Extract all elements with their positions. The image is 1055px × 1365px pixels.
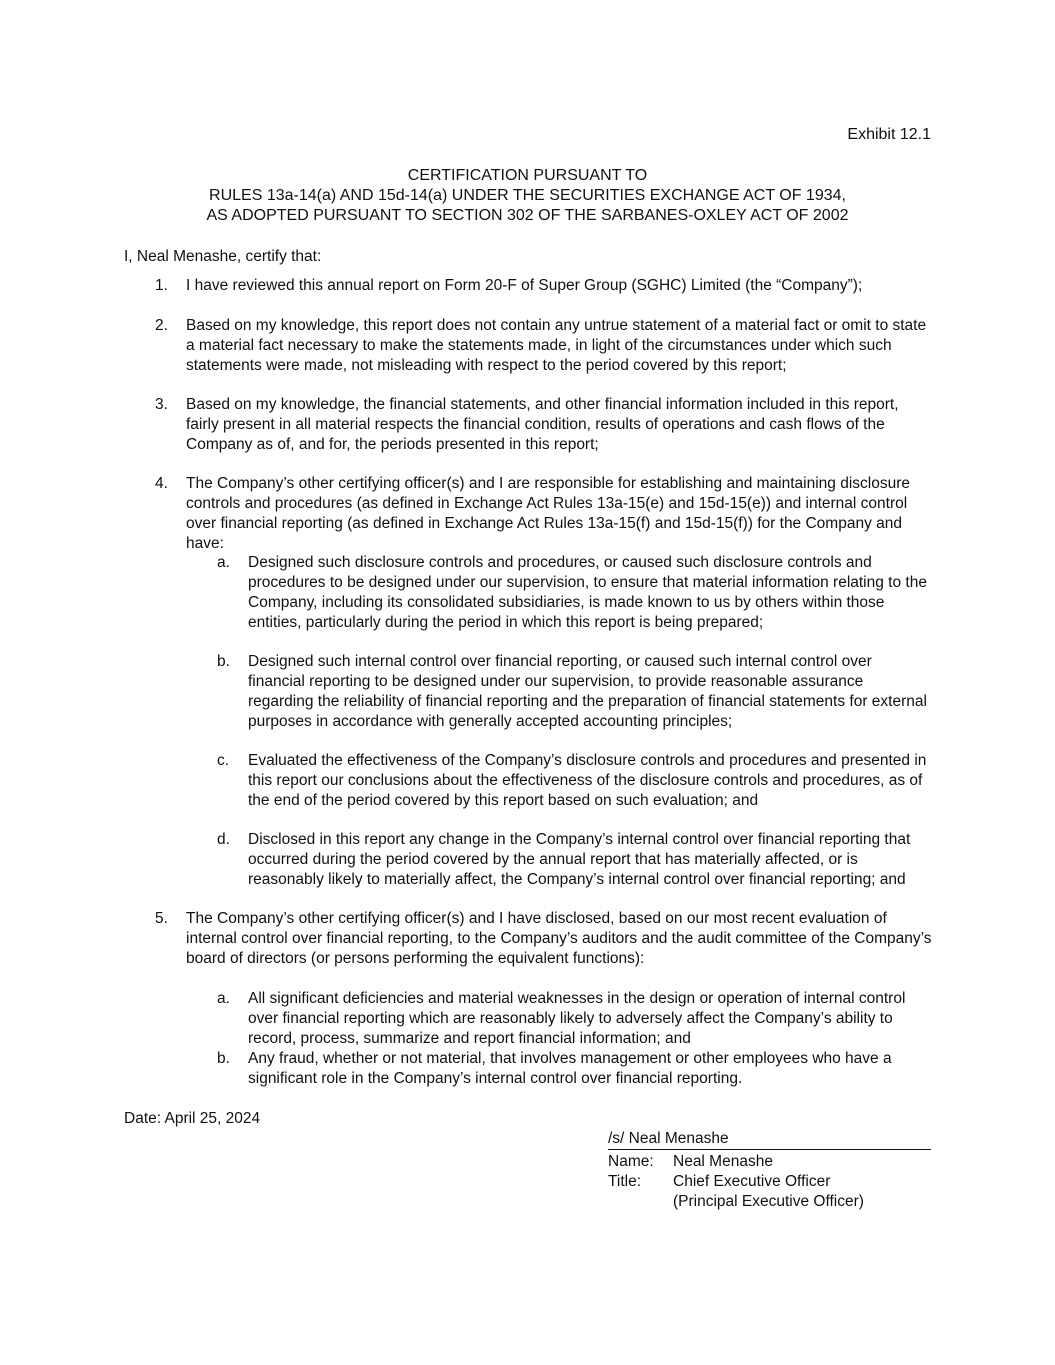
item-text: The Company’s other certifying officer(s) and I are responsible for establishing and maintaining disclosure controls and procedures (as defined in Exchange Act Rules 13a-15(e) and 15d-15(e)) and internal control over financial reporting (as defined in Exchange Act Rules 13a-15(f) and 15d-15(f)) for the Company and have: bbox=[186, 475, 910, 552]
item-text: All significant deficiencies and material weaknesses in the design or operation of internal control over financial reporting which are reasonably likely to adversely affect the Company’s ability to record, process, summarize and report financial information; and bbox=[248, 990, 906, 1047]
item-letter: a. bbox=[217, 990, 230, 1007]
sub-list-item bbox=[186, 751, 932, 811]
signature-title-row bbox=[608, 1172, 830, 1192]
sub-list-item bbox=[186, 830, 932, 890]
heading-line: AS ADOPTED PURSUANT TO SECTION 302 OF THE SARBANES-OXLEY ACT OF 2002 bbox=[206, 207, 849, 224]
item-number: 4. bbox=[155, 475, 168, 492]
signer-title: Chief Executive Officer bbox=[673, 1173, 831, 1190]
item-text: The Company’s other certifying officer(s) and I have disclosed, based on our most recent evaluation of internal control over financial reporting, to the Company’s auditors and the audit committee of the Company’s board of directors (or persons performing the equivalent functions): bbox=[186, 910, 932, 967]
item-letter: b. bbox=[217, 653, 230, 670]
list-item bbox=[124, 276, 932, 296]
exhibit-number: Exhibit 12.1 bbox=[847, 126, 931, 143]
list-item bbox=[124, 909, 932, 969]
item-letter: b. bbox=[217, 1050, 230, 1067]
certify-intro: I, Neal Menashe, certify that: bbox=[124, 248, 322, 265]
sub-list-item bbox=[186, 1049, 932, 1089]
item-text: Disclosed in this report any change in the Company’s internal control over financial reporting that occurred during the period covered by the annual report that has materially affected, or is reasonably likely to materially affect, the Company’s internal control over financial reporting; and bbox=[248, 831, 911, 888]
signer-name: Neal Menashe bbox=[673, 1153, 773, 1170]
signature-line: /s/ Neal Menashe bbox=[608, 1129, 931, 1150]
list-item bbox=[124, 395, 932, 455]
date-line: Date: April 25, 2024 bbox=[124, 1110, 261, 1127]
list-item bbox=[124, 474, 932, 554]
list-item bbox=[124, 316, 932, 376]
title-label: Title: bbox=[608, 1173, 642, 1190]
item-text: Any fraud, whether or not material, that involves management or other employees who have a significant role in the Company’s internal control over financial reporting. bbox=[248, 1050, 892, 1087]
signature-title-row-2 bbox=[608, 1192, 864, 1212]
item-text: Based on my knowledge, the financial statements, and other financial information included in this report, fairly present in all material respects the financial condition, results of operations and cash flows of the Company as of, and for, the periods presented in this report; bbox=[186, 396, 899, 453]
item-number: 3. bbox=[155, 396, 168, 413]
item-letter: d. bbox=[217, 831, 230, 848]
sub-list-item bbox=[186, 989, 932, 1049]
heading-line: RULES 13a-14(a) AND 15d-14(a) UNDER THE SECURITIES EXCHANGE ACT OF 1934, bbox=[209, 187, 846, 204]
signature-name-row bbox=[608, 1152, 773, 1172]
item-number: 1. bbox=[155, 277, 168, 294]
item-text: Based on my knowledge, this report does not contain any untrue statement of a material fact or omit to state a material fact necessary to make the statements made, in light of the circumstances under which such statements were made, not misleading with respect to the period covered by this report; bbox=[186, 317, 927, 374]
item-text: I have reviewed this annual report on Form 20-F of Super Group (SGHC) Limited (the “Company”); bbox=[186, 277, 863, 294]
item-text: Designed such disclosure controls and procedures, or caused such disclosure controls and procedures to be designed under our supervision, to ensure that material information relating to the Company, including its consolidated subsidiaries, is made known to us by others within those entities, particularly during the period in which this report is being prepared; bbox=[248, 554, 927, 631]
sub-list-item bbox=[186, 652, 932, 732]
item-letter: a. bbox=[217, 554, 230, 571]
item-number: 5. bbox=[155, 910, 168, 927]
item-letter: c. bbox=[217, 752, 230, 769]
heading-line: CERTIFICATION PURSUANT TO bbox=[407, 167, 648, 184]
document-heading bbox=[0, 166, 1055, 226]
item-text: Designed such internal control over financial reporting, or caused such internal control over financial reporting to be designed under our supervision, to provide reasonable assurance regarding the reliability of financial reporting and the preparation of financial statements for external purposes in accordance with generally accepted accounting principles; bbox=[248, 653, 927, 730]
signer-title-secondary: (Principal Executive Officer) bbox=[673, 1193, 864, 1210]
item-number: 2. bbox=[155, 317, 168, 334]
item-text: Evaluated the effectiveness of the Company’s disclosure controls and procedures and presented in this report our conclusions about the effectiveness of the disclosure controls and procedures, as of the end of the period covered by this report based on such evaluation; and bbox=[248, 752, 927, 809]
name-label: Name: bbox=[608, 1153, 654, 1170]
sub-list-item bbox=[186, 553, 932, 633]
